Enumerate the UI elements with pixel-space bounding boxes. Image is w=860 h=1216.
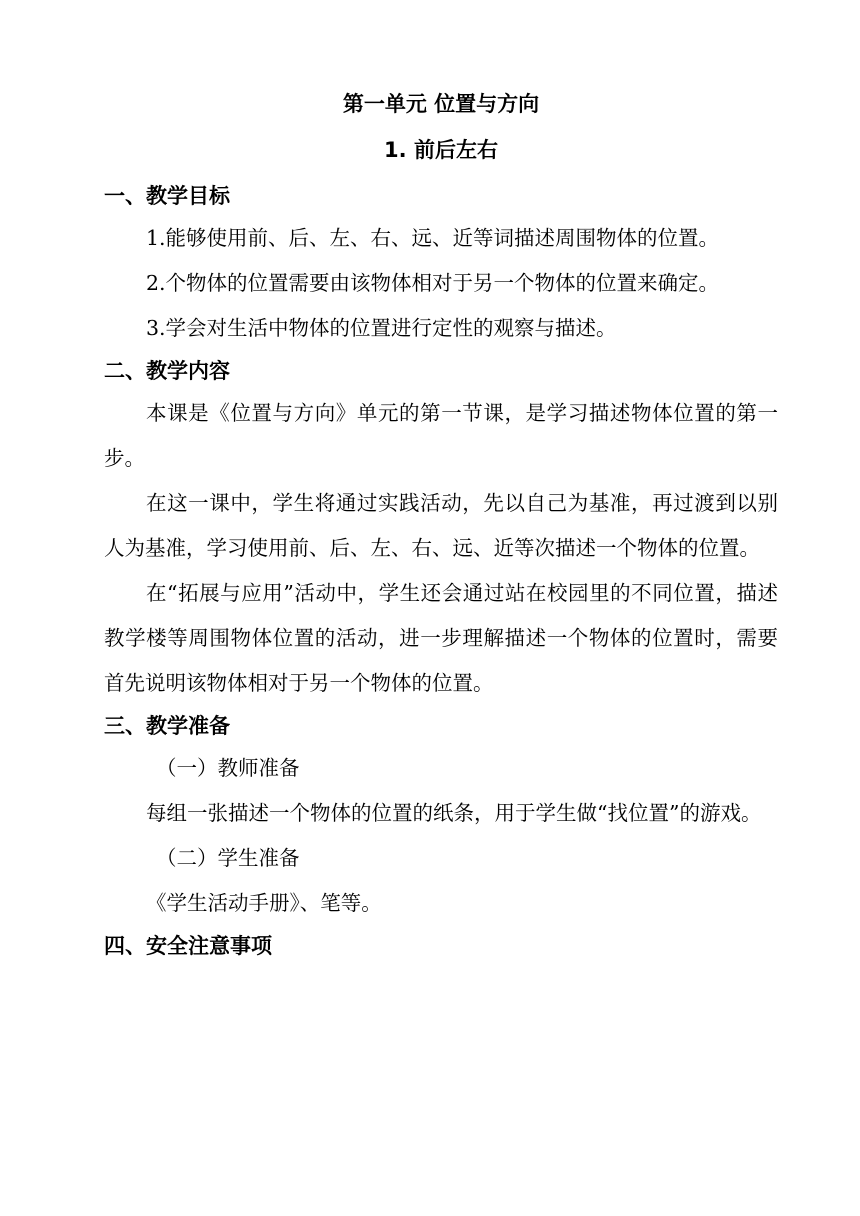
- content-paragraph-3: 在“拓展与应用”活动中，学生还会通过站在校园里的不同位置，描述教学楼等周围物体位置的活动，进一步理解描述一个物体的位置时，需要首先说明该物体相对于另一个物体的位置。: [104, 581, 778, 695]
- objective-1: 1.能够使用前、后、左、右、远、近等词描述周围物体的位置。: [146, 226, 720, 250]
- content-paragraph-2: 在这一课中，学生将通过实践活动，先以自己为基准，再过渡到以别人为基准，学习使用前、后、左、右、远、近等次描述一个物体的位置。: [104, 491, 778, 560]
- section-heading-objectives: 一、教学目标: [104, 184, 230, 208]
- section-heading-content: 二、教学内容: [104, 359, 230, 383]
- content-paragraph-1: 本课是《位置与方向》单元的第一节课，是学习描述物体位置的第一步。: [104, 401, 778, 470]
- teacher-prep-subheading: （一）教师准备: [156, 756, 300, 780]
- document-content: [104, 86, 778, 958]
- lesson-title: 1. 前后左右: [384, 138, 498, 162]
- section-heading-safety: 四、安全注意事项: [104, 934, 272, 958]
- objective-2: 2.个物体的位置需要由该物体相对于另一个物体的位置来确定。: [146, 271, 720, 295]
- section-heading-preparation: 三、教学准备: [104, 714, 230, 738]
- student-prep-text: 《学生活动手册》、笔等。: [146, 891, 382, 915]
- unit-title: 第一单元 位置与方向: [342, 92, 540, 116]
- student-prep-subheading: （二）学生准备: [156, 846, 300, 870]
- teacher-prep-text: 每组一张描述一个物体的位置的纸条，用于学生做“找位置”的游戏。: [146, 801, 762, 825]
- objective-3: 3.学会对生活中物体的位置进行定性的观察与描述。: [146, 316, 617, 340]
